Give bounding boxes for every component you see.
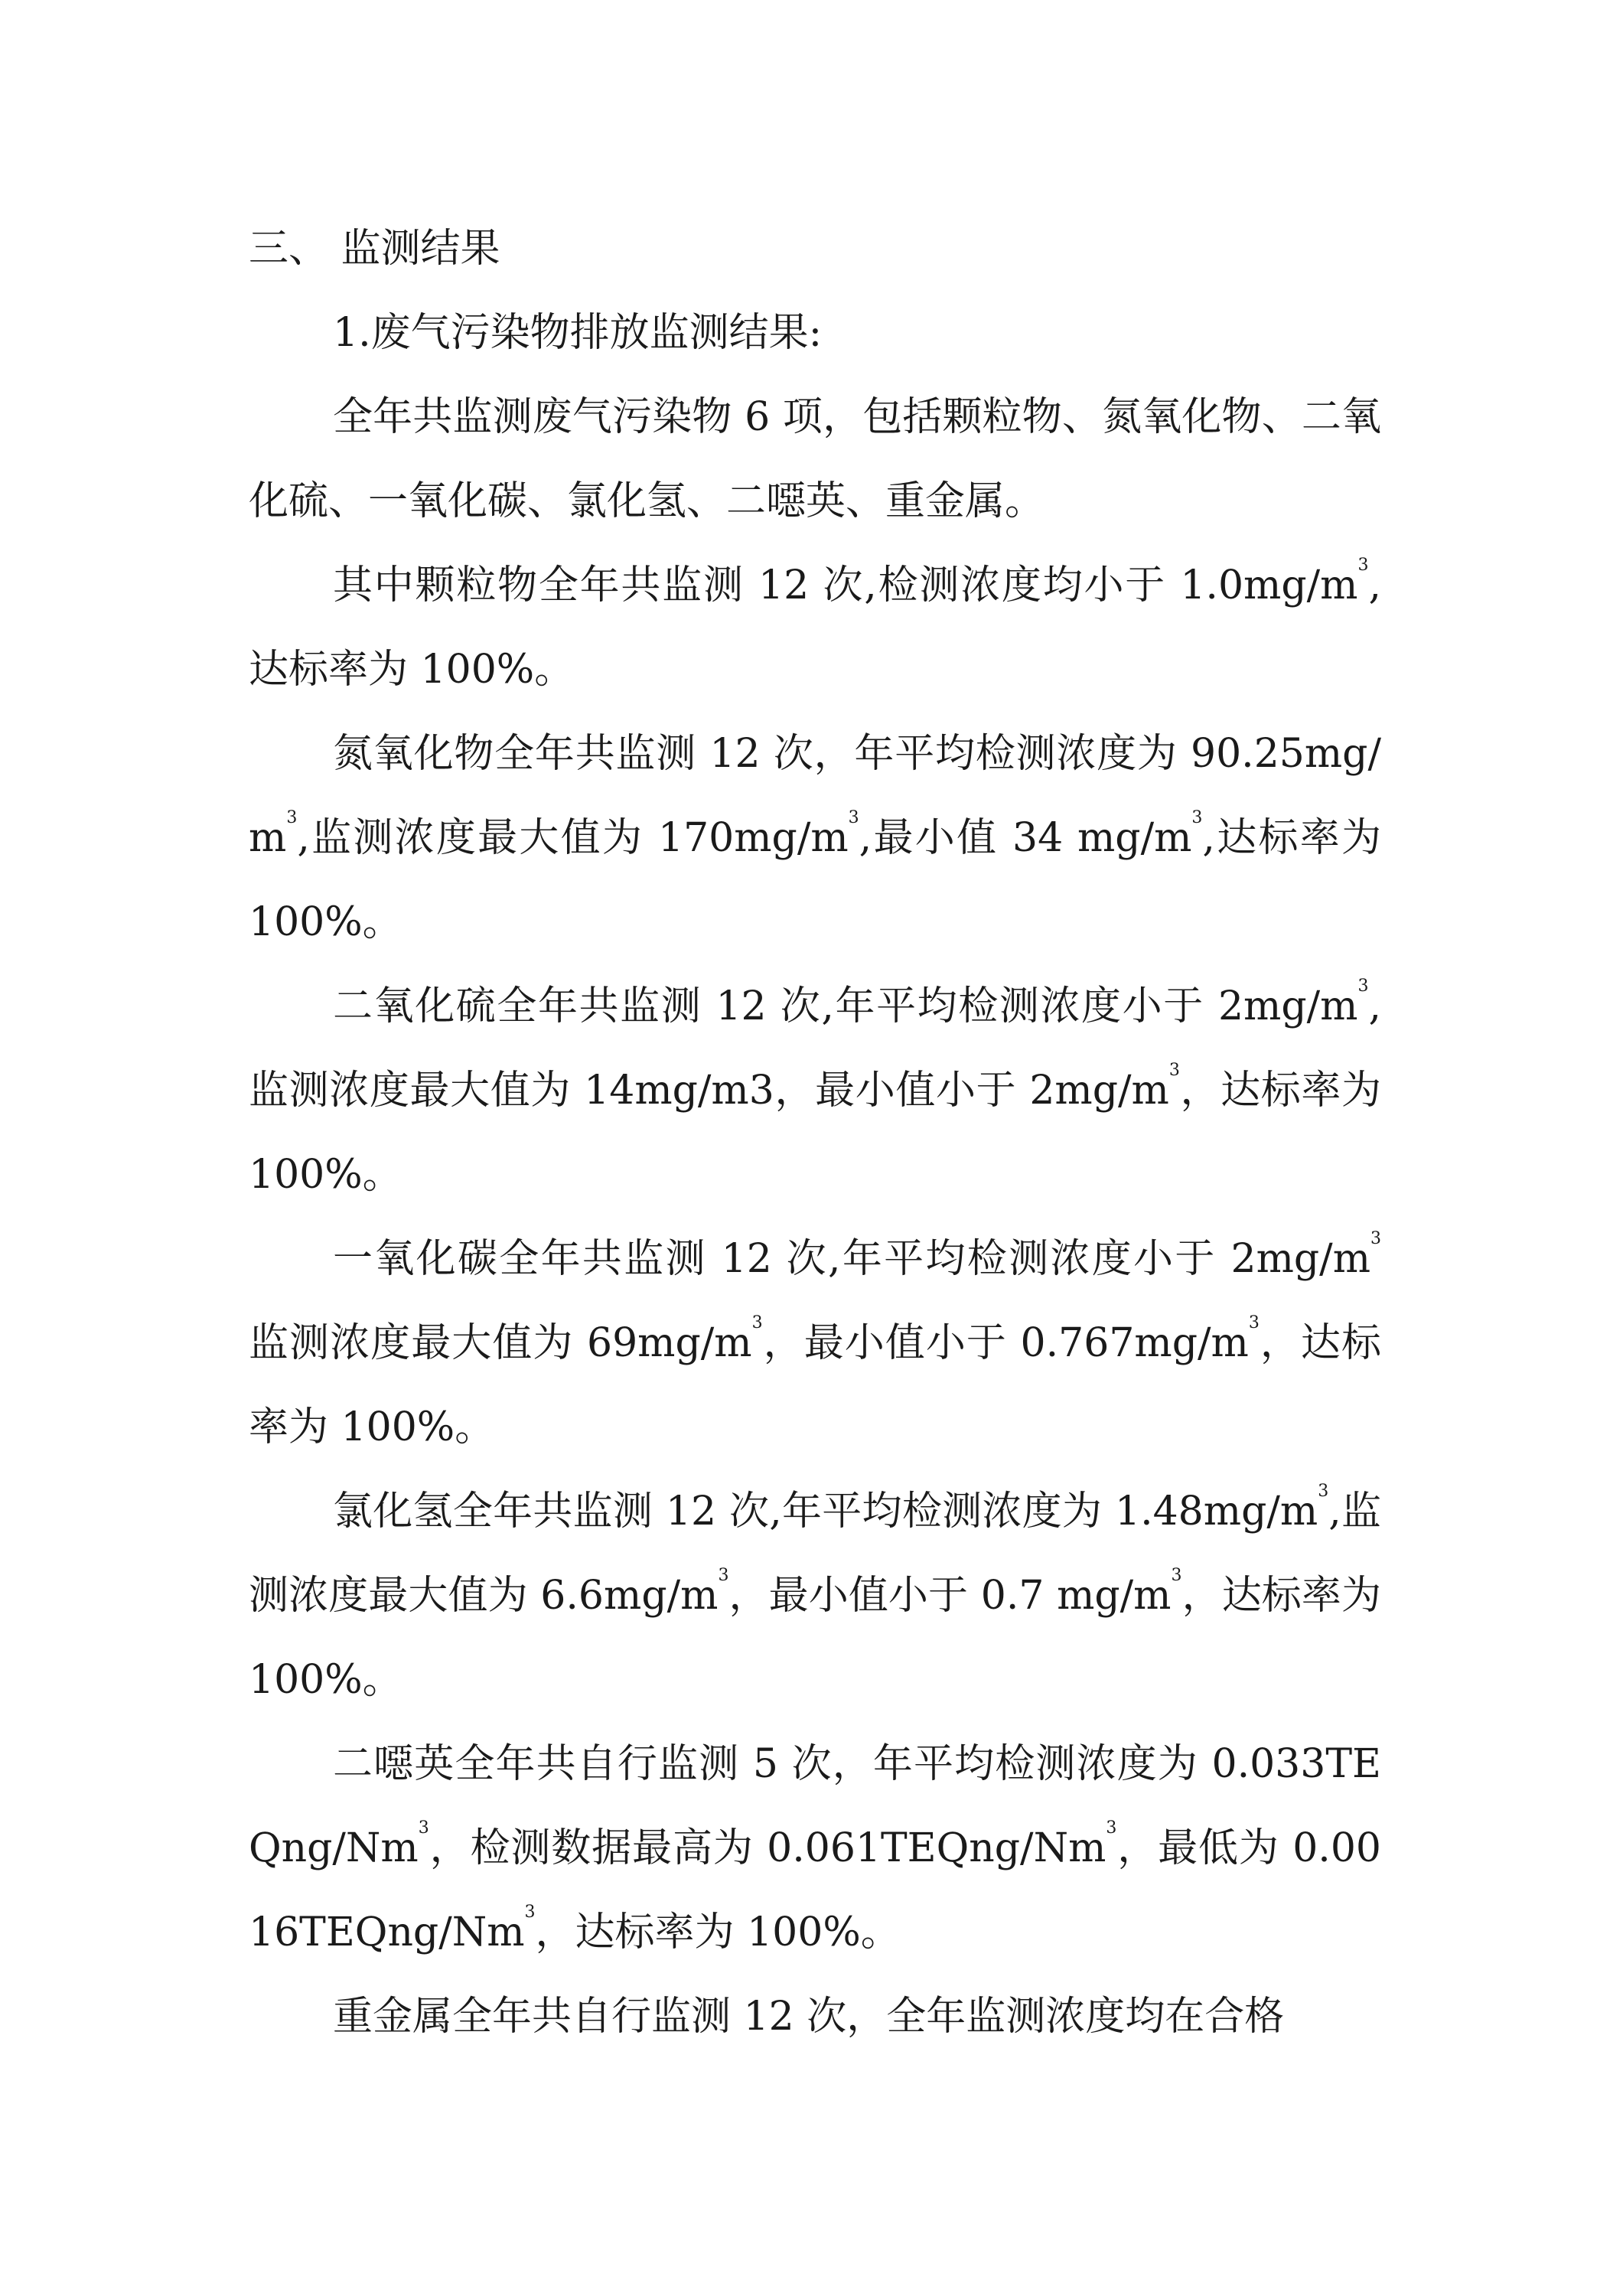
document-content [249,207,1381,2059]
unit-superscript: 3 [1318,1482,1329,1501]
paragraph-list [249,375,1381,2059]
paragraph-text: ，最小值小于 0.7 mg/m [728,1573,1172,1619]
paragraph-text: ，达标率为 100%。 [249,1068,1381,1198]
paragraph-text: ,最小值 34 mg/m [859,815,1192,861]
paragraph-text: ，最低为 0.0016TEQng/Nm [249,1825,1381,1955]
paragraph-text: ,达标率为 100%。 [249,563,1381,693]
unit-superscript: 3 [718,1566,729,1585]
unit-superscript: 3 [1168,1061,1180,1080]
unit-superscript: 3 [848,808,859,827]
paragraph-particulate [249,543,1381,712]
paragraph-text: 氯化氢全年共监测 12 次,年平均检测浓度为 1.48mg/m [333,1489,1318,1534]
unit-superscript: 3 [286,808,298,827]
paragraph-so2 [249,964,1381,1217]
paragraph-text: 重金属全年共自行监测 12 次，全年监测浓度均在合格 [333,1994,1285,2040]
paragraph-heavy-metals [249,1975,1381,2059]
paragraph-text: ，检测数据最高为 0.061TEQng/Nm [429,1825,1106,1871]
paragraph-text: 全年共监测废气污染物 6 项，包括颗粒物、氮氧化物、二氧化硫、一氧化碳、氯化氢、二噁英、重金属。 [249,394,1381,524]
unit-superscript: 3 [751,1313,763,1332]
unit-superscript: 3 [1248,1313,1260,1332]
unit-superscript: 3 [418,1818,429,1838]
subsection-title: 1.废气污染物排放监测结果: [333,310,823,356]
paragraph-hcl [249,1469,1381,1722]
paragraph-text: 二噁英全年共自行监测 5 次，年平均检测浓度为 0.033TEQng/Nm [249,1741,1381,1871]
unit-superscript: 3 [1370,1229,1381,1248]
paragraph-dioxin [249,1722,1381,1975]
paragraph-text: ,达标率为 100%。 [249,815,1381,945]
paragraph-text: ，达标率为 100%。 [535,1910,901,1955]
unit-superscript: 3 [1171,1566,1182,1585]
section-title: 三、 监测结果 [249,226,500,272]
paragraph-text: 二氧化硫全年共监测 12 次,年平均检测浓度小于 2mg/m [333,983,1358,1029]
paragraph-text: 监测浓度最大值为 69mg/m [249,1320,752,1366]
paragraph-text: 其中颗粒物全年共监测 12 次,检测浓度均小于 1.0mg/m [333,563,1358,608]
paragraph-text: 一氧化碳全年共监测 12 次,年平均检测浓度小于 2mg/m [333,1236,1370,1282]
unit-superscript: 3 [1191,808,1203,827]
paragraph-nox [249,712,1381,964]
paragraph-text: ，达标率为 100%。 [249,1573,1381,1703]
unit-superscript: 3 [1357,556,1369,575]
paragraph-text: ,监测浓度最大值为 170mg/m [297,815,849,861]
paragraph-overview [249,375,1381,543]
unit-superscript: 3 [524,1903,536,1922]
paragraph-text: ，达标率为 100%。 [249,1320,1381,1450]
paragraph-text: ,监测浓度最大值为 6.6mg/m [249,1489,1382,1619]
paragraph-text: 氮氧化物全年共监测 12 次，年平均检测浓度为 90.25mg/m [249,731,1381,861]
paragraph-co [249,1217,1381,1469]
unit-superscript: 3 [1106,1818,1117,1838]
paragraph-text: ,监测浓度最大值为 14mg/m3，最小值小于 2mg/m [249,983,1381,1114]
unit-superscript: 3 [1357,977,1369,996]
paragraph-text: ，最小值小于 0.767mg/m [762,1320,1249,1366]
